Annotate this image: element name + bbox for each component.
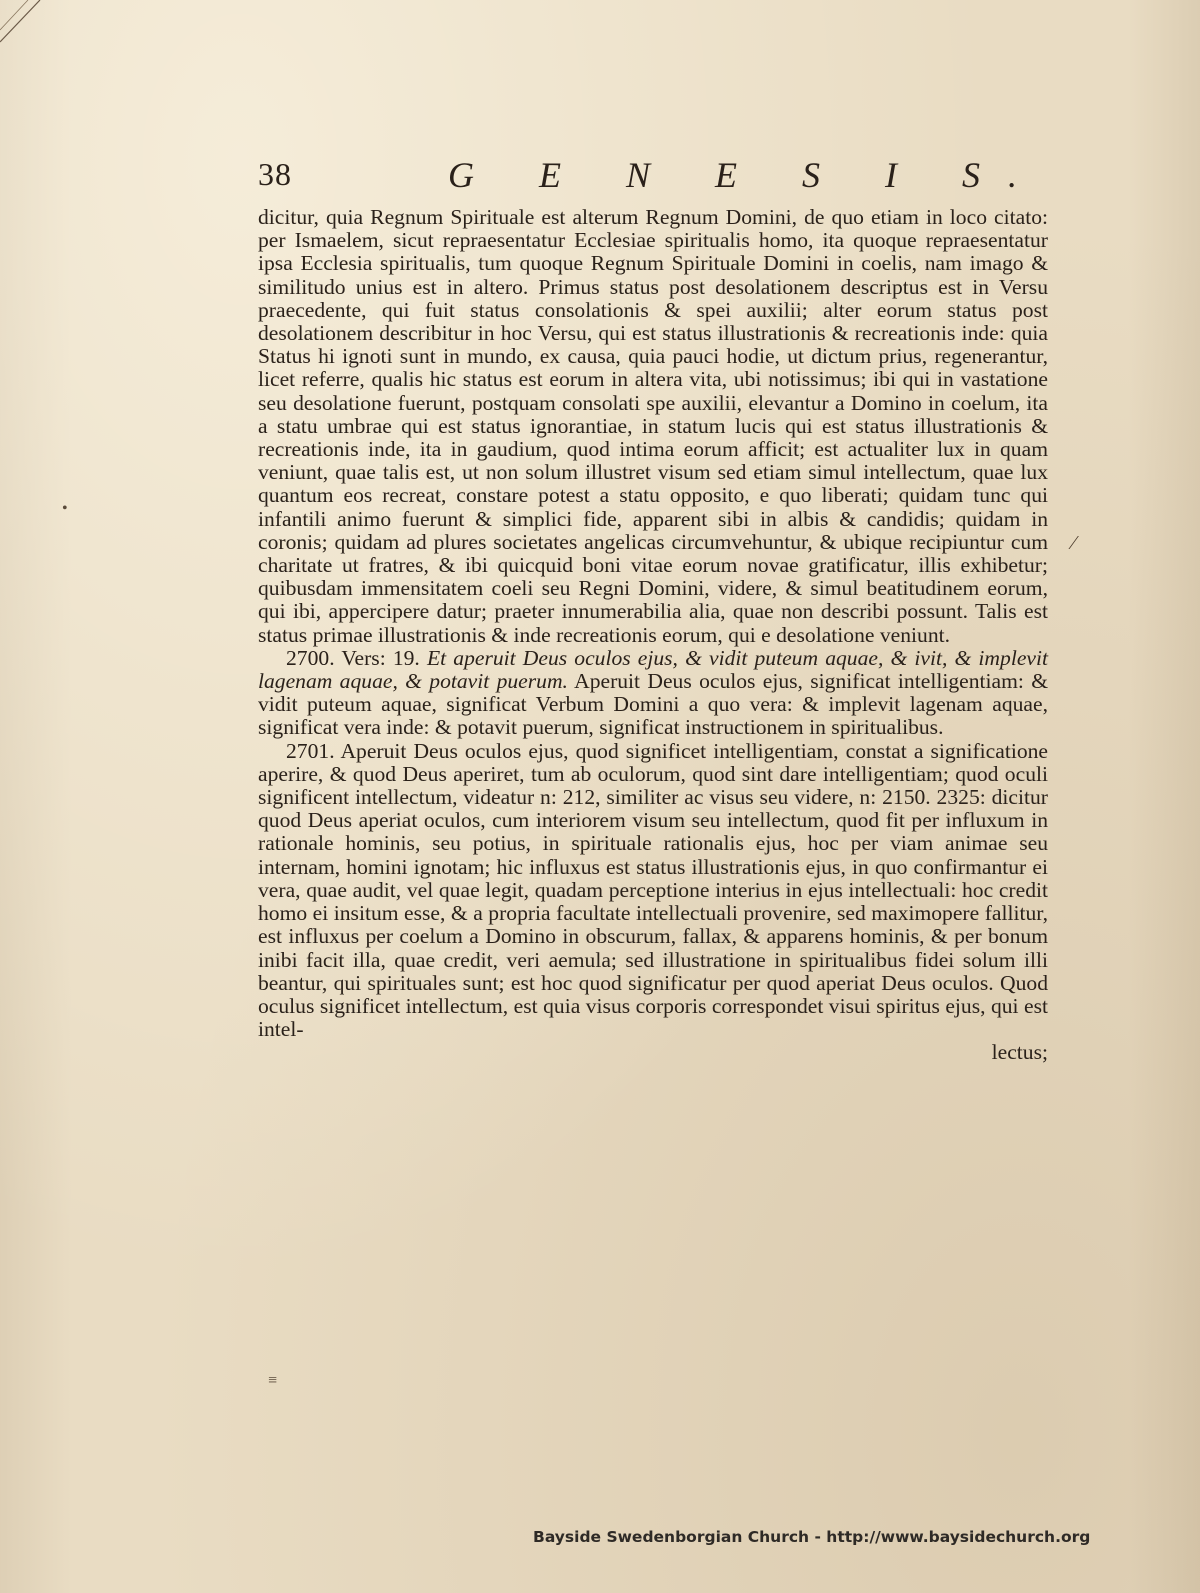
paragraph-2700 bbox=[258, 647, 1048, 740]
catchword: lectus; bbox=[991, 1040, 1048, 1065]
paragraph-2701: 2701. Aperuit Deus oculos ejus, quod significet intelligentiam, constat a significatione aperire, & quod Deus aperiret, tum ab oculorum, quod sint dare intelligentiam; quod oculi significent intellectum, videatur n: 212, similiter ac visus seu videre, n: 2150. 2325: dicitur quod Deus aperiat oculos, cum interiorem visum seu intellectum, quod fit per influxum in rationale hominis, seu potius, in spirituale rationalis ejus, hoc per viam animae seu internam, homini ignotam; hic influxus est status illustrationis ejus, in quo confirmantur ei vera, quae audit, vel quae legit, quadam perceptione interius in ejus intellectuali: hoc credit homo ei insitum esse, & a propria facultate intellectuali provenire, sed maximopere fallitur, est influxus per coelum a Domino in obscurum, fallax, & apparens hominis, & per bonum inibi facit illa, quae credit, veri aemula; sed illustratione in spiritualibus fidei solum illi beantur, qui spirituales sunt; est hoc quod significatur per quod aperiat Deus oculos. Quod oculus significet intellectum, est quia visus corporis correspondet visui spiritus ejus, qui est intel- bbox=[258, 738, 1048, 1042]
paragraph-continuation: dicitur, quia Regnum Spirituale est alterum Regnum Domini, de quo etiam in loco citato: per Ismaelem, sicut repraesentatur Ecclesiae spiritualis homo, ita quoque repraesentatur ipsa Ecclesia spiritualis, tum quoque Regnum Spirituale Domini in coelis, nam imago & similitudo unius est in altero. Primus status post desolationem descriptus est in Versu praecedente, qui fuit status consolationis & spei auxilii; alter eorum status post desolationem describitur in hoc Versu, qui est status illustrationis & recreationis inde: quia Status hi ignoti sunt in mundo, ex causa, quia pauci hodie, ut dictum prius, regenerantur, licet referre, qualis hic status est eorum in altera vita, ubi notissimus; ibi qui in vastatione seu desolatione fuerunt, postquam consolati spe auxilii, elevantur a Domino in coelum, ita a statu umbrae qui est status ignorantiae, in statum lucis qui est status illustrationis & recreationis inde, ita in gaudium, quod intima eorum afficit; est actualiter lux in quam veniunt, quae talis est, ut non solum illustret visum sed etiam simul intellectum, quae lux quantum eos recreat, constare potest a statu opposito, e quo liberati; quidam tunc qui infantili animo fuerunt & simplici fide, apparent sibi in albis & candidis; quidam in coronis; quidam ad plures societates angelicas circumvehuntur, & ubique recipiuntur cum charitate ut fratres, & ibi quicquid boni vitae eorum novae gratificatur, illis exhibetur; quibusdam immensitatem coeli seu Regni Domini, videre, & simul beatitudinem eorum, qui ibi, appercipere datur; praeter innumerabilia alia, quae non describi possunt. Talis est status primae illustrationis & inde recreationis eorum, qui e desolatione veniunt. bbox=[258, 205, 1048, 647]
paragraph-number: 2700. Vers: 19. bbox=[286, 645, 420, 670]
body-text bbox=[258, 206, 1048, 1065]
page-number: 38 bbox=[258, 156, 292, 192]
verse-quotation: Et aperuit Deus oculos ejus, & vidit puteum aquae, & ivit, & implevit lagenam aquae, & potavit puerum. bbox=[258, 645, 1048, 694]
page-header bbox=[258, 150, 1048, 200]
ink-speck: • bbox=[62, 500, 68, 517]
running-title: G E N E S I S. bbox=[448, 155, 1045, 195]
verse-explanation: Aperuit Deus oculos ejus, significat intelligentiam: & vidit puteum aquae, significat Verbum Domini a quo vera: & implevit lagenam aquae, significat vera inde: & potavit puerum, significat instructionem in spiritualibus. bbox=[258, 669, 1048, 740]
source-credit: Bayside Swedenborgian Church - http://www.baysidechurch.org bbox=[533, 1528, 1091, 1546]
margin-pencil-mark: ⁄ bbox=[1072, 532, 1076, 554]
ink-speck: ≡ bbox=[268, 1372, 278, 1389]
folded-corner-mark bbox=[0, 0, 60, 50]
